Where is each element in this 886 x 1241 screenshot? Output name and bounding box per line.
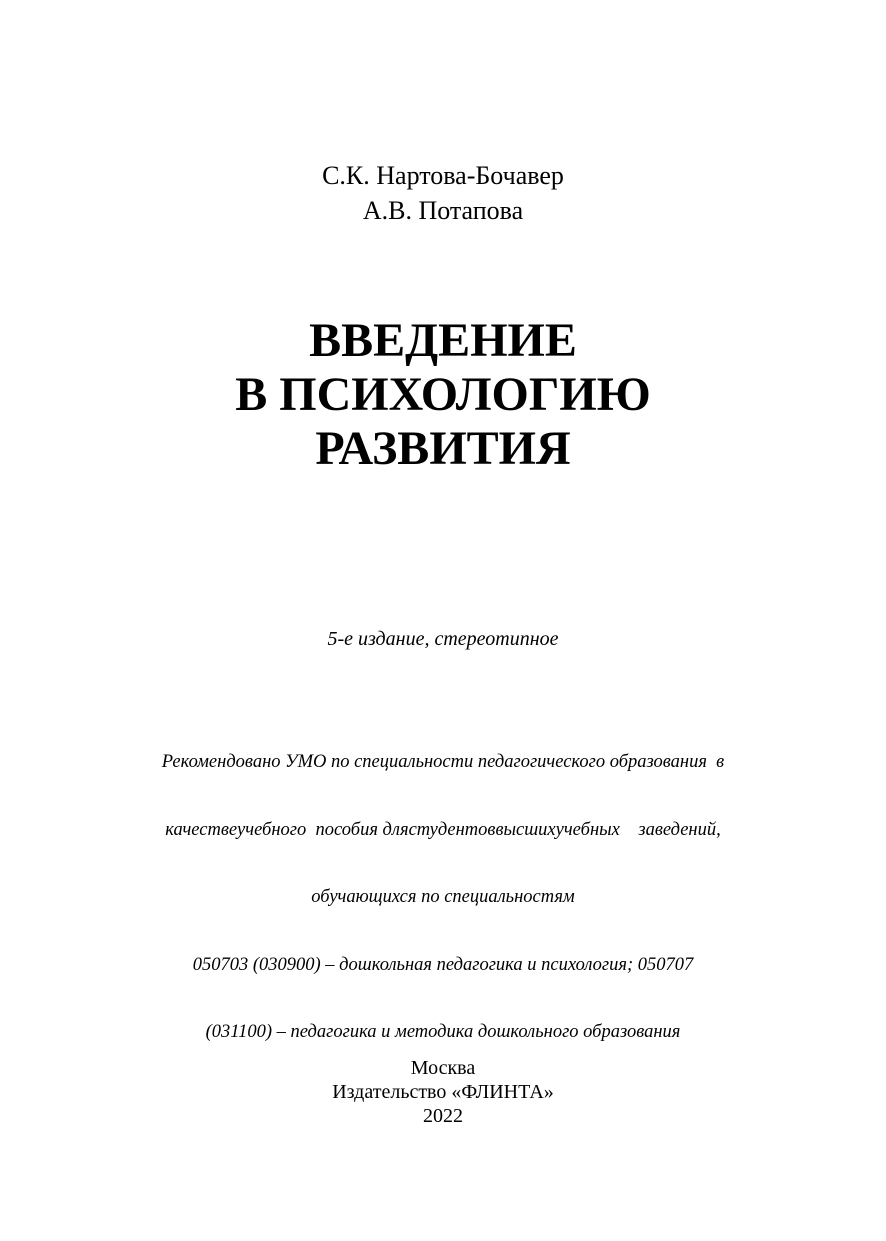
imprint-year: 2022 [423, 1105, 463, 1127]
title-line: ВВЕДЕНИЕ [309, 314, 577, 367]
imprint-publisher: Издательство «ФЛИНТА» [332, 1081, 554, 1103]
book-title [0, 314, 886, 476]
edition-note: 5-е издание, стереотипное [327, 628, 559, 650]
imprint-city: Москва [410, 1057, 476, 1079]
recommendation-block [0, 706, 886, 1066]
recommendation-line: 050703 (030900) – дошкольная педагогика и психология; 050707 [192, 954, 694, 975]
author-name: А.В. Потапова [362, 196, 524, 225]
title-line: РАЗВИТИЯ [315, 422, 571, 475]
recommendation-line: качествеучебного пособия длястудентоввысшихучебных заведений, [165, 819, 721, 840]
title-line: В ПСИХОЛОГИЮ [235, 368, 651, 421]
authors-block [0, 158, 886, 228]
recommendation-line: Рекомендовано УМО по специальности педагогического образования в [161, 752, 725, 772]
imprint-block [0, 1056, 886, 1128]
recommendation-line: (031100) – педагогика и методика дошкольного образования [205, 1022, 681, 1042]
recommendation-line: обучающихся по специальностям [311, 887, 575, 907]
author-name: С.К. Нартова-Бочавер [322, 161, 564, 190]
